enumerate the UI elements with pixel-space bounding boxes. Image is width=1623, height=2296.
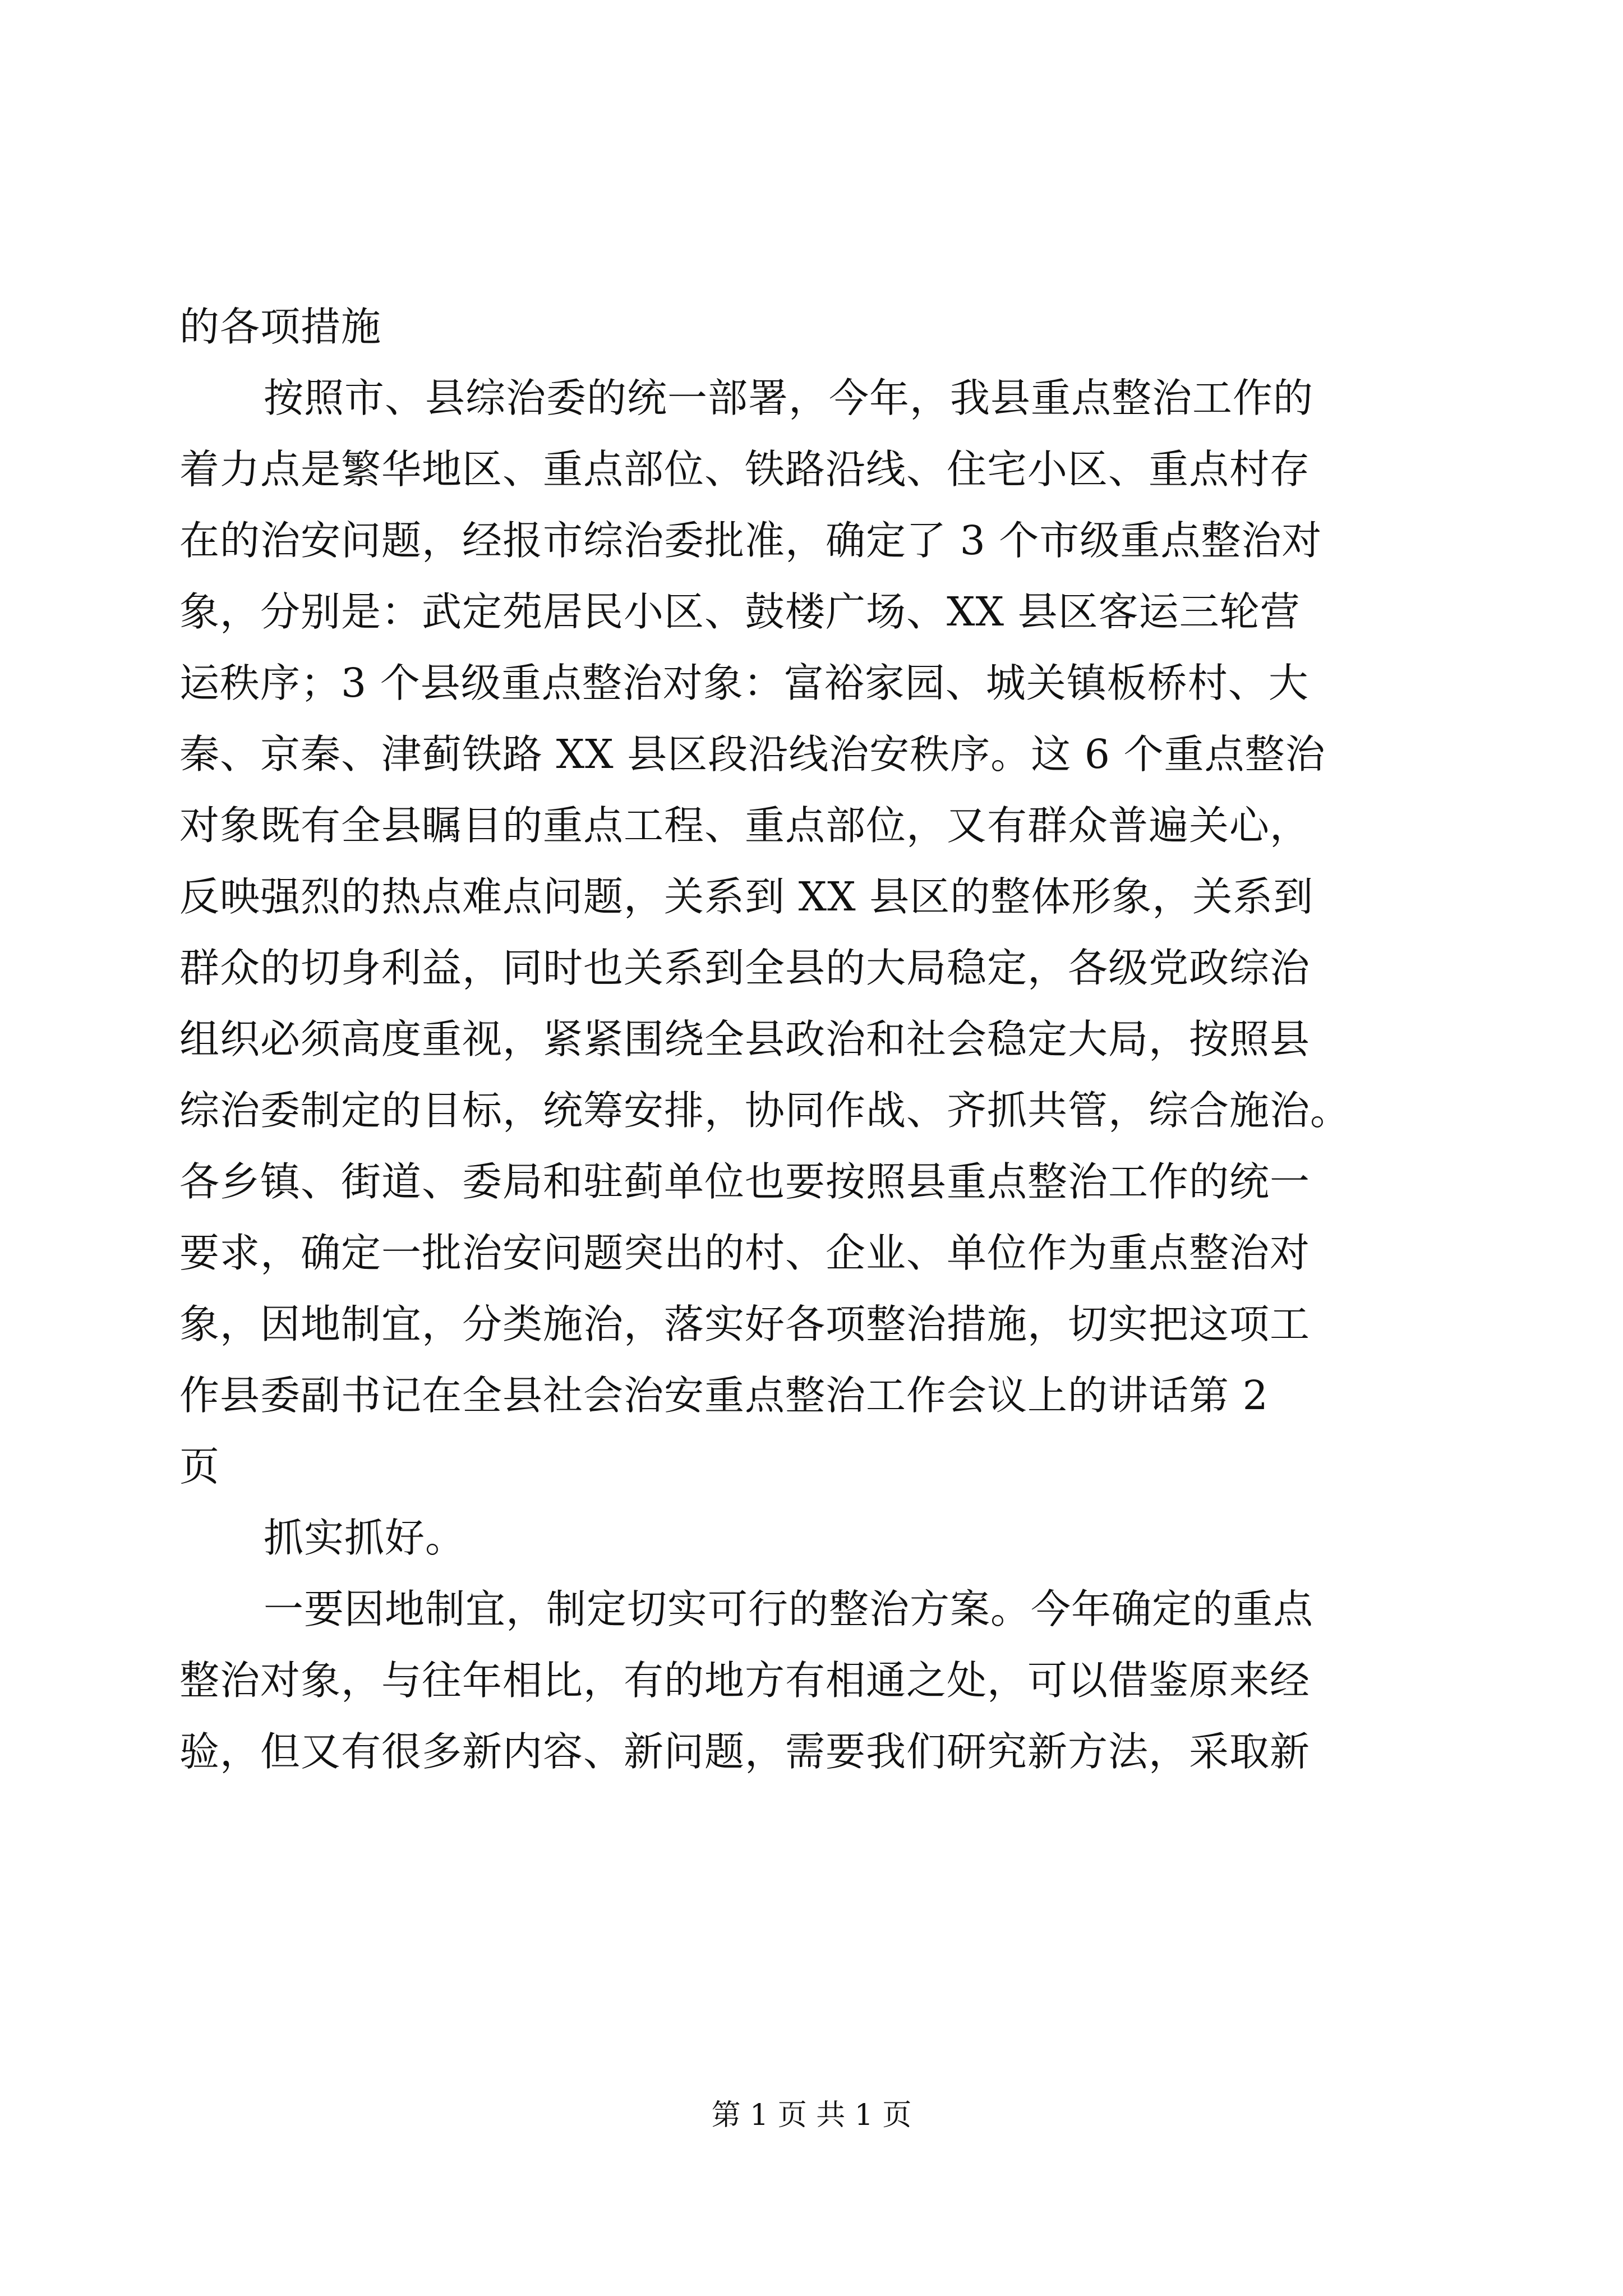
text-line: 象，分别是：武定苑居民小区、鼓楼广场、XX 县区客运三轮营 [179, 588, 1301, 635]
text-line: 象，因地制宜，分类施治，落实好各项整治措施，切实把这项工 [179, 1301, 1311, 1347]
text-line: 各乡镇、街道、委局和驻蓟单位也要按照县重点整治工作的统一 [179, 1158, 1311, 1205]
text-line: 综治委制定的目标，统筹安排，协同作战、齐抓共管，综合施治。 [179, 1087, 1351, 1134]
text-line: 运秩序；3 个县级重点整治对象：富裕家园、城关镇板桥村、大 [179, 660, 1309, 706]
text-line: 在的治安问题，经报市综治委批准，确定了 3 个市级重点整治对 [179, 517, 1322, 564]
text-line: 要求，确定一批治安问题突出的村、企业、单位作为重点整治对 [179, 1230, 1311, 1276]
text-line: 一要因地制宜，制定切实可行的整治方案。今年确定的重点 [264, 1586, 1314, 1632]
text-line: 对象既有全县瞩目的重点工程、重点部位，又有群众普遍关心， [179, 802, 1311, 849]
text-line: 秦、京秦、津蓟铁路 XX 县区段沿线治安秩序。这 6 个重点整治 [179, 731, 1326, 777]
text-line: 群众的切身利益，同时也关系到全县的大局稳定，各级党政综治 [179, 945, 1311, 991]
text-line: 页 [179, 1443, 220, 1490]
text-line: 着力点是繁华地区、重点部位、铁路沿线、住宅小区、重点村存 [179, 446, 1311, 493]
text-line: 验，但又有很多新内容、新问题，需要我们研究新方法，采取新 [179, 1728, 1311, 1775]
text-line: 作县委副书记在全县社会治安重点整治工作会议上的讲话第 2 [179, 1372, 1269, 1419]
text-line: 组织必须高度重视，紧紧围绕全县政治和社会稳定大局，按照县 [179, 1016, 1311, 1062]
text-line: 整治对象，与往年相比，有的地方有相通之处，可以借鉴原来经 [179, 1657, 1311, 1704]
page-footer: 第 1 页 共 1 页 [711, 2099, 912, 2132]
text-line: 的各项措施 [179, 303, 382, 350]
text-line: 抓实抓好。 [264, 1515, 466, 1561]
text-line: 按照市、县综治委的统一部署，今年，我县重点整治工作的 [264, 375, 1314, 421]
text-line: 反映强烈的热点难点问题，关系到 XX 县区的整体形象，关系到 [179, 873, 1314, 920]
